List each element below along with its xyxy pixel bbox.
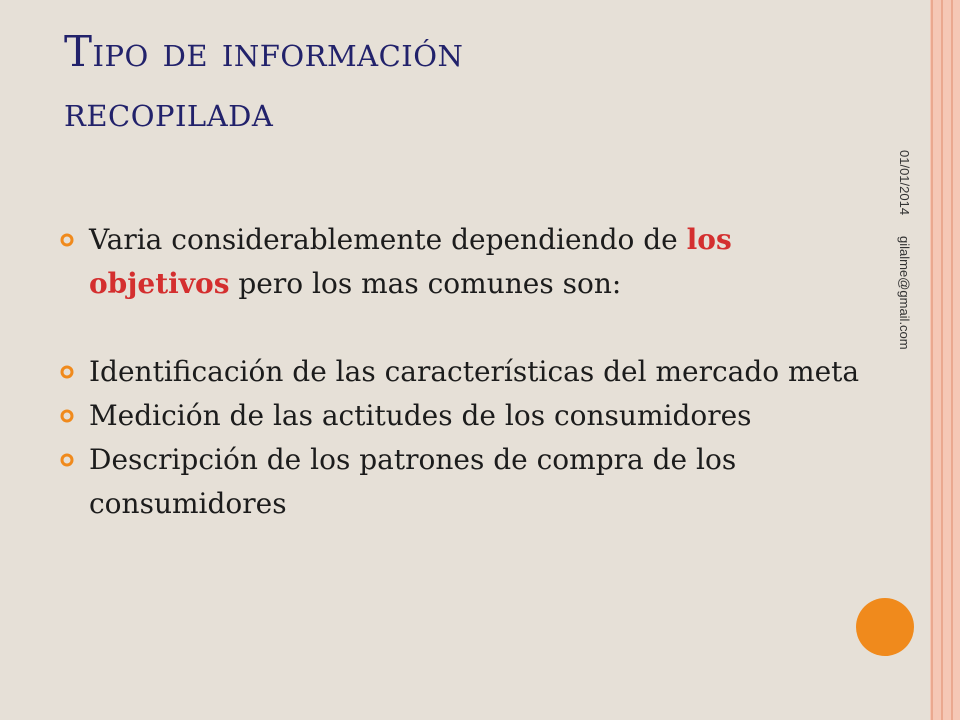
bullet-item [60, 394, 860, 438]
bullet-list [60, 218, 860, 526]
accent-circle [856, 598, 914, 656]
bullet-ring-icon [60, 365, 74, 379]
bullet-ring-icon [60, 453, 74, 467]
title-line-1: Tipo de información [64, 27, 464, 76]
stripe-line [931, 0, 933, 720]
bullet-ring-icon [60, 233, 74, 247]
bullet-highlight: los objetivos [89, 223, 732, 300]
bullet-item [60, 218, 860, 306]
bullet-text: Identificación de las características del mercado meta [89, 355, 860, 388]
stripe-line [951, 0, 953, 720]
slide-title [64, 22, 844, 142]
side-email: gilalme@gmail.com [897, 236, 912, 350]
title-line-2: recopilada [64, 87, 274, 136]
bullet-item [60, 350, 860, 394]
stripe-line [941, 0, 943, 720]
right-stripe [930, 0, 960, 720]
bullet-text: Descripción de los patrones de compra de los consumidores [89, 443, 737, 520]
bullet-text: pero los mas comunes son: [229, 267, 622, 300]
side-date: 01/01/2014 [897, 150, 912, 216]
bullet-item [60, 438, 860, 526]
bullet-ring-icon [60, 409, 74, 423]
bullet-text: Varia considerablemente dependiendo de [89, 223, 687, 256]
bullet-text: Medición de las actitudes de los consumidores [89, 399, 752, 432]
